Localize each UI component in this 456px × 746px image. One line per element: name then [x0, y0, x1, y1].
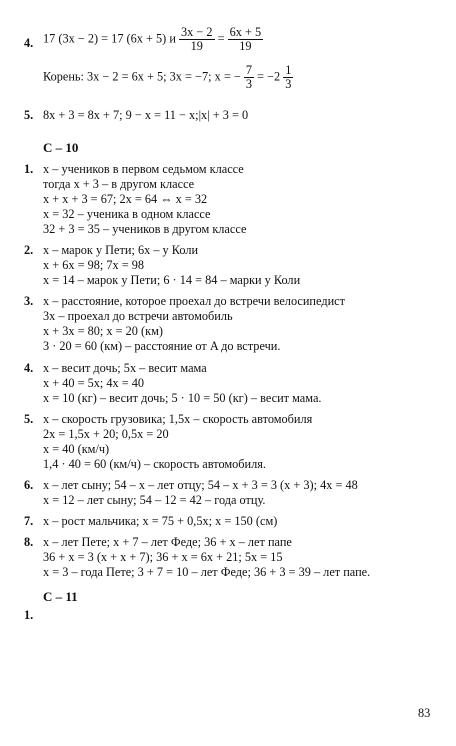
problem-line: x = 10 (кг) – весит дочь; 5 · 10 = 50 (кг) – весит мама. [43, 391, 322, 405]
problem-line: x + 3x = 80; x = 20 (км) [43, 324, 163, 338]
problem-number: 3. [24, 294, 34, 308]
problem-line: x – расстояние, которое проехал до встречи велосипедист [43, 294, 345, 308]
problem-number: 5. [24, 108, 34, 122]
problem-number: 4. [24, 361, 34, 375]
problem-line: x – марок у Пети; 6x – у Коли [43, 243, 199, 257]
fraction [244, 64, 254, 91]
section-title: С – 10 [43, 140, 79, 155]
problem-line: x – учеников в первом седьмом классе [43, 162, 244, 176]
problem-line: тогда x + 3 – в другом классе [43, 177, 195, 191]
problem-line: x + 40 = 5x; 4x = 40 [43, 376, 145, 390]
problem-line: x – весит дочь; 5x – весит мама [43, 361, 207, 375]
problem-number: 1. [24, 162, 34, 176]
problem-number: 6. [24, 478, 34, 492]
problem-line: x + 6x = 98; 7x = 98 [43, 258, 145, 272]
problem-line: 3 · 20 = 60 (км) – расстояние от A до встречи. [43, 339, 281, 353]
problem-line: 2x = 1,5x + 20; 0,5x = 20 [43, 427, 169, 441]
numerator: 1 [285, 63, 292, 77]
numerator: 7 [245, 63, 253, 77]
problem-line: 1,4 · 40 = 60 (км/ч) – скорость автомобиля. [43, 457, 267, 471]
root-text: Корень: 3x − 2 = 6x + 5; 3x = −7; x = − [43, 69, 241, 84]
equation-line [43, 26, 263, 53]
problem-number: 1. [24, 608, 34, 622]
numerator: 3x − 2 [181, 25, 213, 39]
problem-line: x = 40 (км/ч) [43, 442, 110, 456]
problem-line: x – скорость грузовика; 1,5x – скорость автомобиля [43, 412, 313, 426]
problem-line: x – рост мальчика; x = 75 + 0,5x; x = 150 (см) [43, 514, 278, 528]
problem-line: x + x + 3 = 67; 2x = 64 ⇔ x = 32 [43, 192, 208, 206]
root-text: = −2 [257, 69, 281, 84]
fraction [179, 26, 215, 53]
denominator: 3 [285, 77, 292, 91]
problem-number: 4. [24, 36, 34, 50]
problem-line: x – лет сыну; 54 – x – лет отцу; 54 – x + 3 = 3 (x + 3); 4x = 48 [43, 478, 358, 492]
problem-line: x = 12 – лет сыну; 54 – 12 = 42 – года отцу. [43, 493, 266, 507]
problem-line: x = 32 – ученика в одном классе [43, 207, 211, 221]
problem-line: 32 + 3 = 35 – учеников в другом классе [43, 222, 247, 236]
denominator: 19 [190, 39, 203, 53]
problem-number: 5. [24, 412, 34, 426]
problem-line: 8x + 3 = 8x + 7; 9 − x = 11 − x;|x| + 3 = 0 [43, 108, 249, 122]
fraction [283, 64, 293, 91]
problem-line: 3x – проехал до встречи автомобиль [43, 309, 233, 323]
problem-number: 7. [24, 514, 34, 528]
problem-number: 8. [24, 535, 34, 549]
denominator: 19 [239, 39, 252, 53]
section-title: С – 11 [43, 589, 78, 604]
problem-line: 36 + x = 3 (x + x + 7); 36 + x = 6x + 21; 5x = 15 [43, 550, 283, 564]
problem-line: x – лет Пете; x + 7 – лет Феде; 36 + x – лет папе [43, 535, 292, 549]
fraction [228, 26, 264, 53]
numerator: 6x + 5 [229, 25, 262, 39]
problem-line: x = 14 – марок у Пети; 6 · 14 = 84 – марки у Коли [43, 273, 301, 287]
equation-text: 17 (3x − 2) = 17 (6x + 5) и [43, 31, 176, 46]
problem-number: 2. [24, 243, 34, 257]
problem-line: x = 3 – года Пете; 3 + 7 = 10 – лет Феде; 36 + 3 = 39 – лет папе. [43, 565, 371, 579]
root-line [43, 64, 293, 91]
denominator: 3 [245, 77, 253, 91]
page-number: 83 [418, 706, 431, 720]
equals-sign: = [217, 31, 225, 46]
